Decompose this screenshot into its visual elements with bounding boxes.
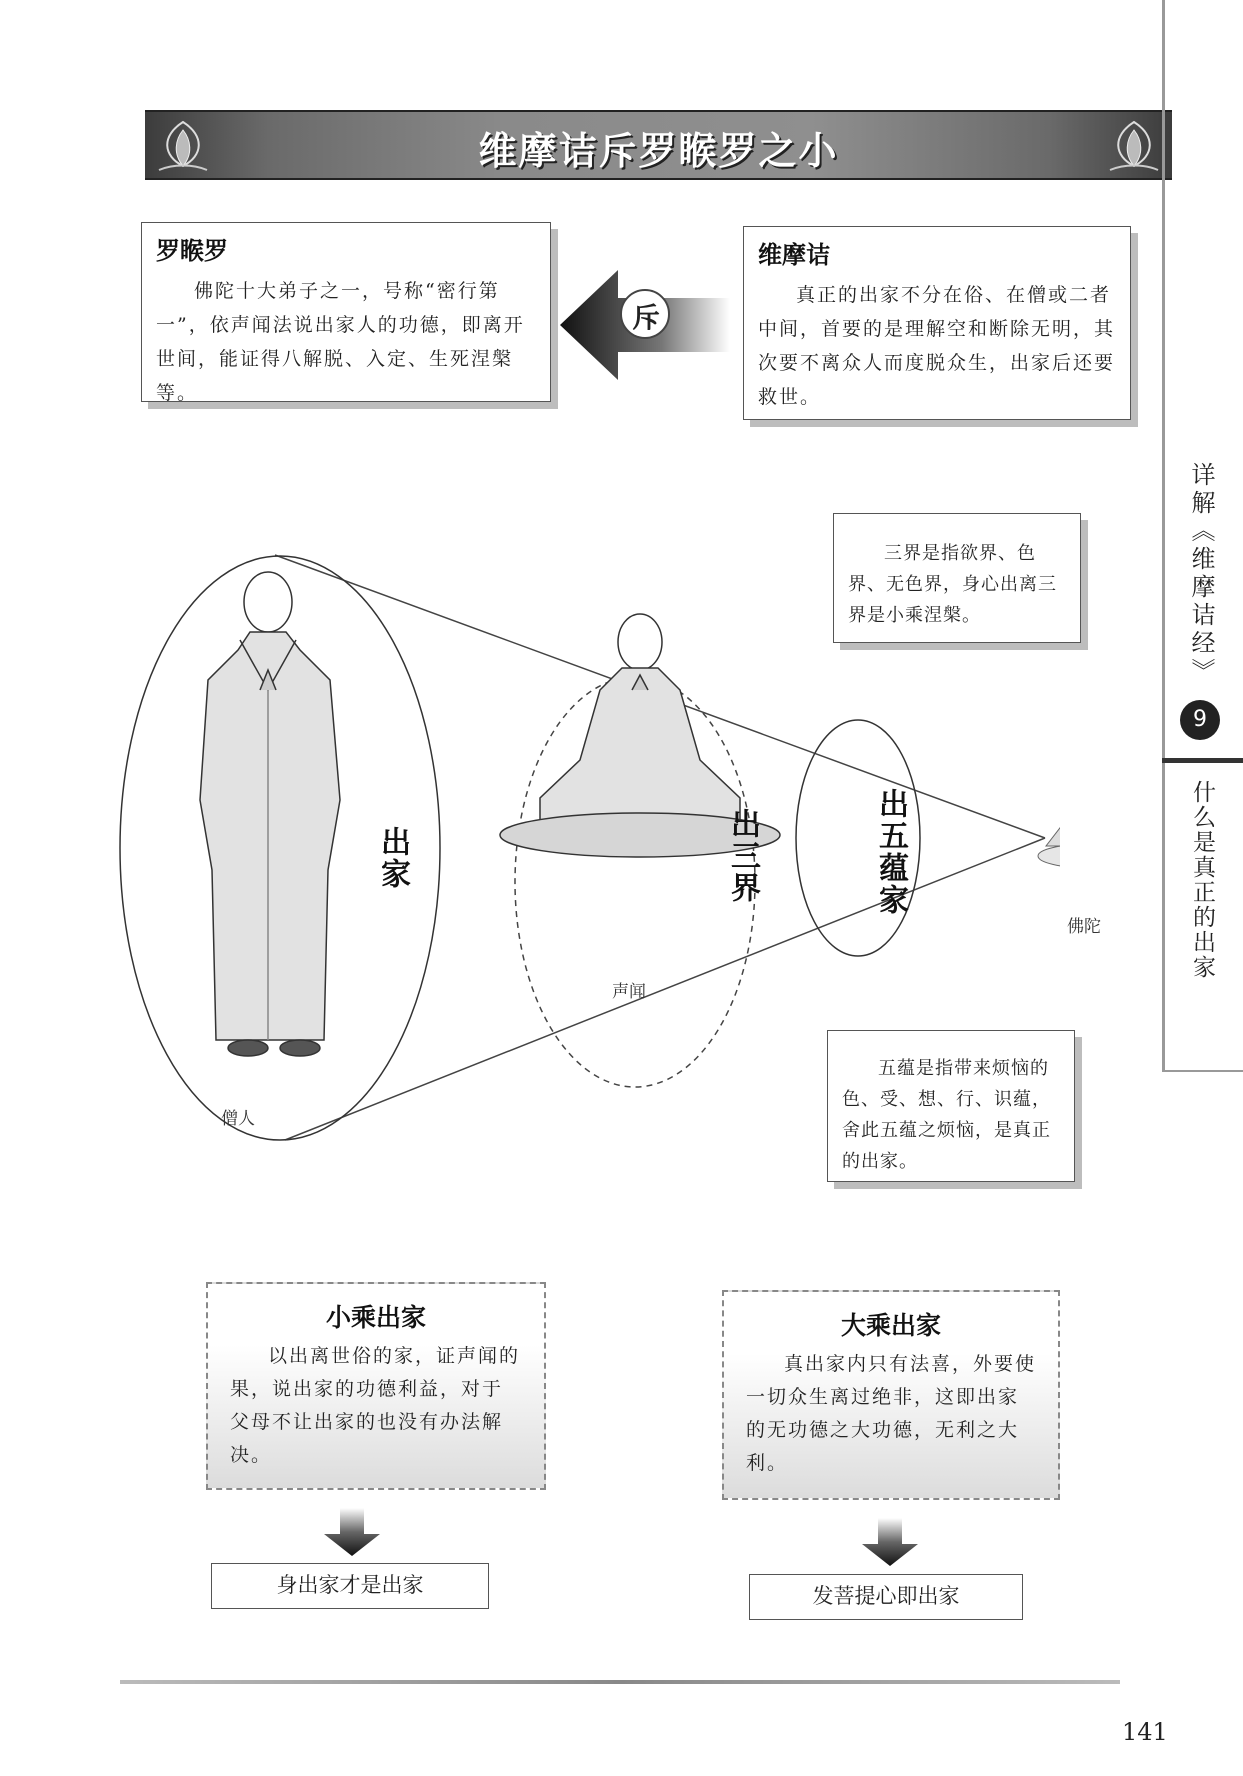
buddha-caption: 佛陀 [1067,917,1101,937]
hinayana-box [206,1282,546,1490]
chapter-number-badge: 9 [1180,700,1220,740]
page-title: 维摩诘斥罗睺罗之小 [478,129,839,173]
title-banner [145,110,1172,180]
hinayana-text: 以出离世俗的家，证声闻的果，说出家的功德利益，对于父母不让出家的也没有办法解决。 [230,1345,521,1466]
page-number: 141 [1122,1718,1168,1746]
vimalakirti-description: 真正的出家不分在俗、在僧或二者中间，首要的是理解空和断除无明，其次要不离众人而度脱众生，出家后还要救世。 [758,284,1116,408]
chapter-side-tab [1162,0,1243,1776]
mahayana-result: 发菩提心即出家 [749,1574,1023,1620]
five-aggregates-note [827,1030,1075,1182]
leave-five-aggregates-label: 出五蕴家 [873,788,908,916]
rebuke-label: 斥 [631,301,660,334]
mahayana-title: 大乘出家 [840,1311,941,1340]
chapter-divider [1162,758,1243,763]
leave-home-label: 出家 [375,826,410,890]
rahula-description: 佛陀十大弟子之一，号称“密行第一”，依声闻法说出家人的功德，即离开世间，能证得八解脱、入定、生死涅槃等。 [156,280,525,404]
hinayana-result: 身出家才是出家 [211,1563,489,1609]
vimalakirti-box [743,226,1131,420]
buddha-figure [1038,765,1060,868]
footer-rule [120,1680,1120,1684]
rahula-name: 罗睺罗 [156,236,228,265]
five-aggregates-text: 五蕴是指带来烦恼的色、受、想、行、识蕴，舍此五蕴之烦恼，是真正的出家。 [842,1058,1051,1172]
book-title: 详解《维摩诘经》 [1187,462,1215,686]
side-rule-bottom [1162,1070,1243,1072]
three-realms-text: 三界是指欲界、色界、无色界，身心出离三界是小乘涅槃。 [848,543,1057,626]
mahayana-box [722,1290,1060,1500]
mahayana-text: 真出家内只有法喜，外要使一切众生离过绝非，这即出家的无功德之大功德，无利之大利。 [746,1353,1037,1474]
down-arrow-icon [862,1518,918,1566]
sravaka-caption: 声闻 [612,982,646,1002]
side-rule [1162,0,1165,1070]
leave-three-realms-label: 出三界 [725,808,760,904]
down-arrow-icon [324,1508,380,1556]
vimalakirti-name: 维摩诘 [758,240,830,269]
rahula-box [141,222,551,402]
monk-caption: 僧人 [221,1109,255,1129]
chapter-title: 什么是真正的出家 [1189,780,1215,980]
hinayana-title: 小乘出家 [325,1303,426,1332]
monk-figure [200,572,340,1056]
